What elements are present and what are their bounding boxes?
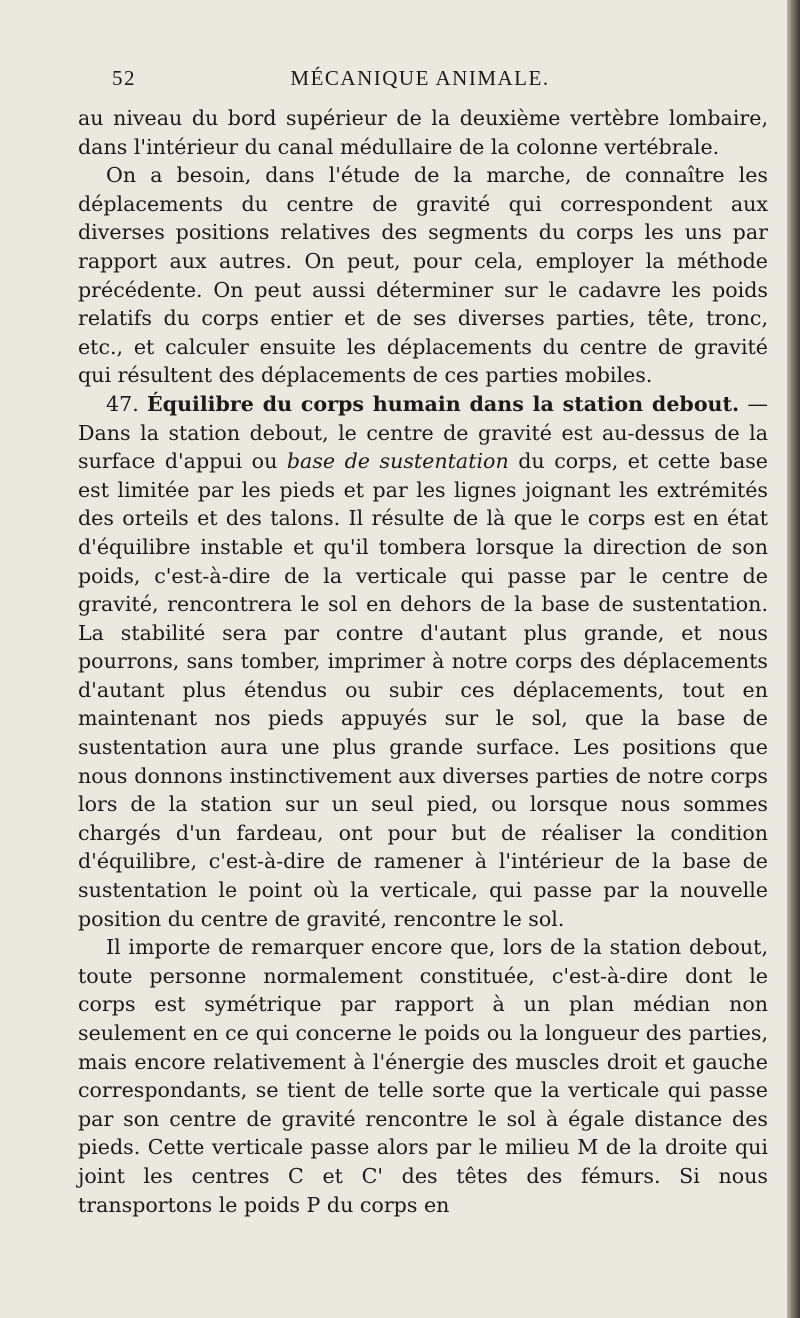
paragraph-center-of-gravity: On a besoin, dans l'étude de la marche, de connaître les déplacements du centre de gravité qui correspondent aux diverses positions relatives des segments du corps les uns par rapport aux autres. On peut, pour cela, employer la méthode précédente. On peut aussi déterminer sur le cadavre les poids relatifs du corps entier et de ses diverses parties, tête, tronc, etc., et calculer ensuite les déplacements du centre de gravité qui résultent des déplacements de ces parties mobiles.: [78, 163, 768, 388]
running-title: MÉCANIQUE ANIMALE.: [290, 66, 550, 90]
page-number: 52: [112, 66, 136, 90]
section-text-start: — Dans la station debout, le centre de gravité est au-dessus de la surface d'appui ou: [78, 391, 769, 474]
page-edge-shadow: [787, 0, 800, 1318]
page-header: [78, 66, 762, 96]
section-text-rest: du corps, et cette base est limitée par les pieds et par les lignes joignant les extrémités des orteils et des talons. Il résulte de là que le corps est en état d'équilibre instable et qu'il tombera lorsque la direction de son poids, c'est-à-dire de la verticale qui passe par le centre de gravité, rencontrera le sol en dehors de la base de sustentation. La stabilité sera par contre d'autant plus grande, et nous pourrons, sans tomber, imprimer à notre corps des déplacements d'autant plus étendus ou subir ces déplacements, tout en maintenant nos pieds appuyés sur le sol, que la base de sustentation aura une plus grande surface. Les positions que nous donnons instinctivement aux diverses parties de notre corps lors de la station sur un seul pied, ou lorsque nous sommes chargés d'un fardeau, ont pour but de réaliser la condition d'équilibre, c'est-à-dire de ramener à l'intérieur de la base de sustentation le point où la verticale, qui passe par la nouvelle position du centre de gravité, rencontre le sol.: [78, 449, 768, 931]
body-text: [78, 104, 768, 1219]
section-number: 47.: [106, 391, 139, 416]
paragraph-continuation: au niveau du bord supérieur de la deuxième vertèbre lombaire, dans l'intérieur du canal médullaire de la colonne vertébrale.: [78, 106, 768, 159]
paragraph-section-47: [78, 390, 768, 933]
section-heading: Équilibre du corps humain dans la station debout.: [146, 391, 740, 416]
paragraph-symmetry: Il importe de remarquer encore que, lors de la station debout, toute personne normalement constituée, c'est-à-dire dont le corps est symétrique par rapport à un plan médian non seulement en ce qui concerne le poids ou la longueur des parties, mais encore relativement à l'énergie des muscles droit et gauche correspondants, se tient de telle sorte que la verticale qui passe par son centre de gravité rencontre le sol à égale distance des pieds. Cette verticale passe alors par le milieu M de la droite qui joint les centres C et C' des têtes des fémurs. Si nous transportons le poids P du corps en: [78, 935, 768, 1217]
italic-term: base de sustentation: [286, 449, 509, 474]
